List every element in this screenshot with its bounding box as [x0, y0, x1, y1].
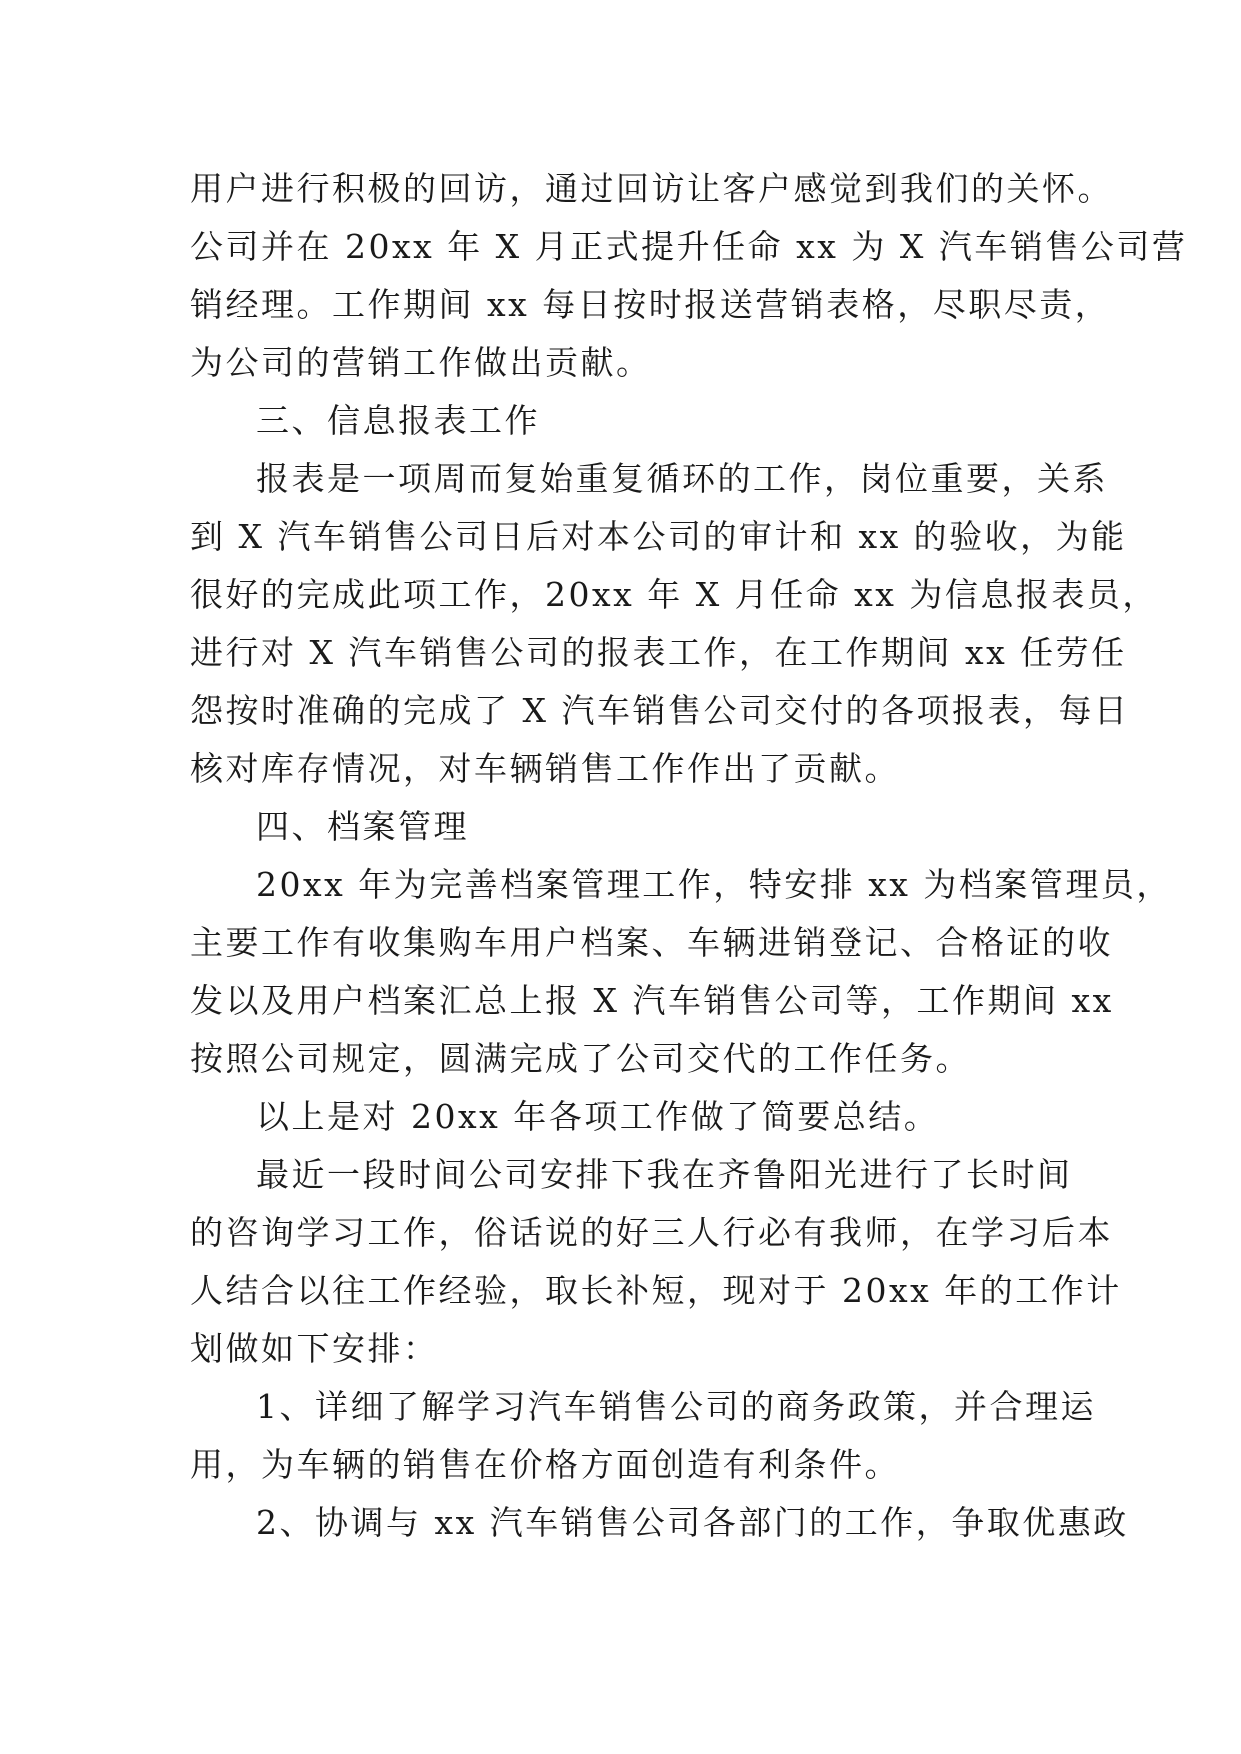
text-line: 主要工作有收集购车用户档案、车辆进销登记、合格证的收	[190, 923, 1113, 962]
text-line: 很好的完成此项工作，20xx 年 X 月任命 xx 为信息报表员，	[190, 575, 1158, 614]
text-line: 人结合以往工作经验，取长补短，现对于 20xx 年的工作计	[190, 1271, 1122, 1310]
text-line: 公司并在 20xx 年 X 月正式提升任命 xx 为 X 汽车销售公司营	[190, 227, 1188, 266]
text-line: 用，为车辆的销售在价格方面创造有利条件。	[190, 1445, 900, 1484]
text-line: 的咨询学习工作，俗话说的好三人行必有我师，在学习后本	[190, 1213, 1113, 1252]
section-heading: 三、信息报表工作	[256, 401, 540, 440]
text-line: 划做如下安排：	[190, 1329, 439, 1368]
list-item: 2、协调与 xx 汽车销售公司各部门的工作，争取优惠政	[256, 1503, 1129, 1542]
text-line: 用户进行积极的回访，通过回访让客户感觉到我们的关怀。	[190, 169, 1113, 208]
text-line: 按照公司规定，圆满完成了公司交代的工作任务。	[190, 1039, 971, 1078]
text-line: 报表是一项周而复始重复循环的工作，岗位重要，关系	[256, 459, 1108, 498]
text-line: 以上是对 20xx 年各项工作做了简要总结。	[256, 1097, 940, 1136]
text-line: 核对库存情况，对车辆销售工作作出了贡献。	[190, 749, 900, 788]
text-line: 发以及用户档案汇总上报 X 汽车销售公司等，工作期间 xx	[190, 981, 1114, 1020]
section-heading: 四、档案管理	[256, 807, 469, 846]
text-line: 进行对 X 汽车销售公司的报表工作，在工作期间 xx 任劳任	[190, 633, 1127, 672]
document-body	[190, 160, 1188, 1552]
text-line: 20xx 年为完善档案管理工作，特安排 xx 为档案管理员，	[256, 865, 1172, 904]
text-line: 到 X 汽车销售公司日后对本公司的审计和 xx 的验收，为能	[190, 517, 1127, 556]
text-line: 为公司的营销工作做出贡献。	[190, 343, 652, 382]
text-line: 最近一段时间公司安排下我在齐鲁阳光进行了长时间	[256, 1155, 1073, 1194]
text-line: 销经理。工作期间 xx 每日按时报送营销表格，尽职尽责，	[190, 285, 1111, 324]
text-line: 怨按时准确的完成了 X 汽车销售公司交付的各项报表，每日	[190, 691, 1130, 730]
list-item: 1、详细了解学习汽车销售公司的商务政策，并合理运	[256, 1387, 1096, 1426]
